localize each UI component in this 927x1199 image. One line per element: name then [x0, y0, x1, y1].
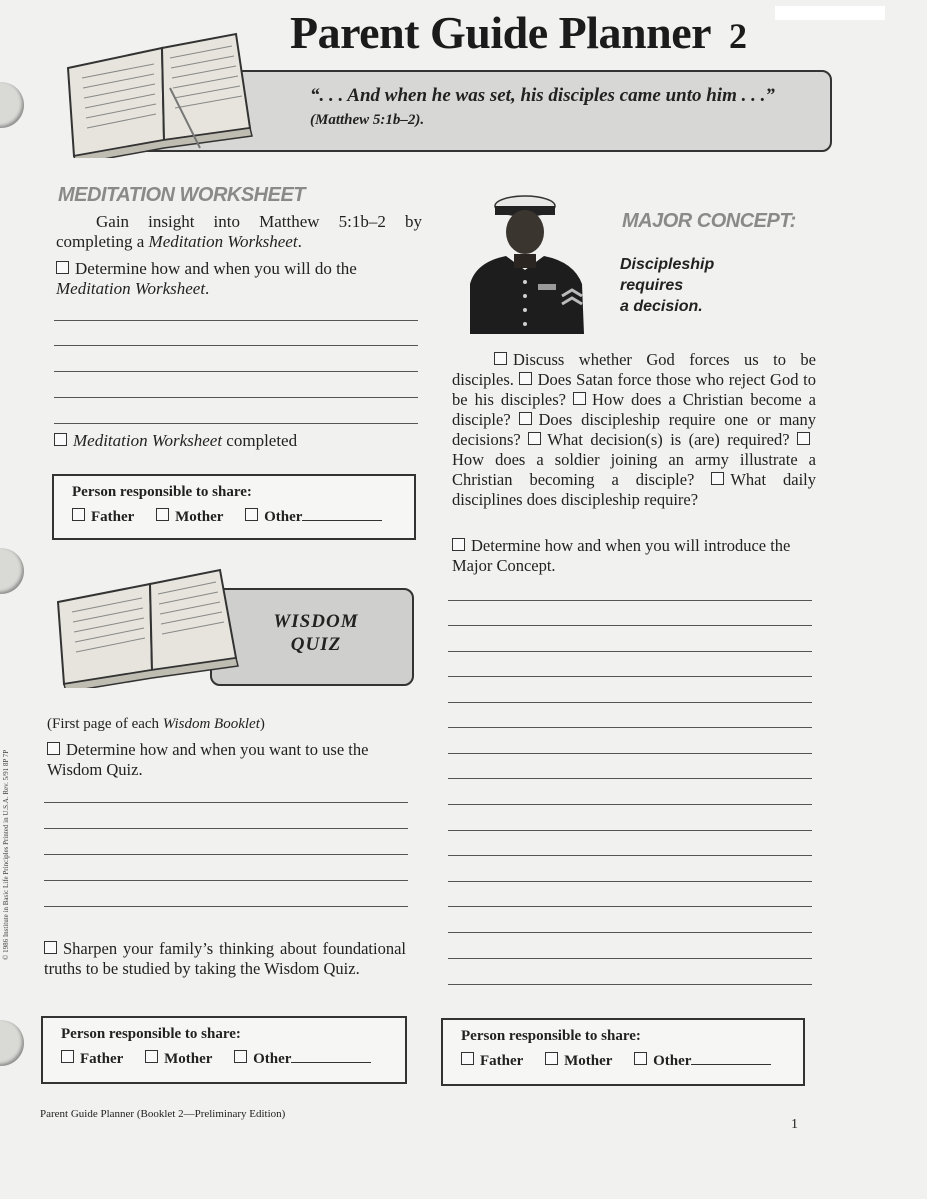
write-line[interactable] [44, 828, 408, 829]
write-line[interactable] [54, 371, 418, 372]
other-option[interactable]: Other [245, 509, 382, 525]
scripture-quote: “. . . And when he was set, his disciples came unto him . . .” (Matthew 5:1b–2). [310, 85, 775, 128]
mother-option[interactable]: Mother [156, 509, 223, 525]
write-line[interactable] [448, 753, 812, 754]
share-options [61, 1050, 389, 1068]
write-line[interactable] [54, 423, 418, 424]
father-option[interactable]: Father [72, 509, 134, 525]
write-line[interactable] [44, 906, 408, 907]
write-line[interactable] [54, 345, 418, 346]
wisdom-task-sharpen: Sharpen your family’s thinking about foundational truths to be studied by taking the Wisdom Quiz. [44, 939, 406, 978]
write-line[interactable] [44, 880, 408, 881]
mother-option[interactable]: Mother [145, 1051, 212, 1067]
punch-hole [0, 548, 24, 594]
write-line[interactable] [448, 830, 812, 831]
checkbox[interactable] [47, 742, 60, 755]
checkbox[interactable] [44, 941, 57, 954]
checkbox[interactable] [494, 352, 507, 365]
wisdom-note: (First page of each Wisdom Booklet) [47, 716, 265, 732]
father-option[interactable]: Father [461, 1053, 523, 1069]
write-line[interactable] [448, 881, 812, 882]
write-line[interactable] [448, 984, 812, 985]
checkbox[interactable] [452, 538, 465, 551]
meditation-intro: Gain insight into Matthew 5:1b–2 by completing a Meditation Worksheet. [56, 212, 422, 251]
share-label: Person responsible to share: [72, 484, 252, 500]
write-line[interactable] [448, 651, 812, 652]
other-option[interactable]: Other [234, 1051, 371, 1067]
share-box [41, 1016, 407, 1084]
share-options [72, 508, 400, 526]
write-line[interactable] [448, 804, 812, 805]
write-line[interactable] [448, 600, 812, 601]
write-line[interactable] [448, 906, 812, 907]
share-label: Person responsible to share: [461, 1028, 641, 1044]
write-line[interactable] [448, 855, 812, 856]
wisdom-quiz-title: WISDOM QUIZ [273, 611, 359, 655]
discussion-questions: Discuss whether God forces us to be disciples. Does Satan force those who reject God to be his disciples? How does a Christian become a disciple? Does discipleship require one or many decisions? What decision(s) is (are) required? How does a soldier joining an army illustrate a Christian becoming a disciple? What daily disciplines does discipleship require? [452, 350, 817, 509]
soldier-photo [470, 192, 584, 334]
share-box [441, 1018, 805, 1086]
write-line[interactable] [448, 778, 812, 779]
father-option[interactable]: Father [61, 1051, 123, 1067]
major-concept-text: Discipleship requires a decision. [620, 256, 715, 315]
introduce-concept-task: Determine how and when you will introduce the Major Concept. [452, 536, 791, 575]
punch-hole [0, 1020, 24, 1066]
share-options [461, 1052, 789, 1070]
write-line[interactable] [448, 676, 812, 677]
other-option[interactable]: Other [634, 1053, 771, 1069]
checkbox[interactable] [56, 261, 69, 274]
write-line[interactable] [54, 320, 418, 321]
page-number: 1 [791, 1117, 798, 1132]
checkbox[interactable] [711, 472, 724, 485]
mother-option[interactable]: Mother [545, 1053, 612, 1069]
checkbox[interactable] [573, 392, 586, 405]
open-bible-icon [50, 28, 260, 158]
write-line[interactable] [44, 802, 408, 803]
open-bible-icon [44, 564, 244, 688]
share-label: Person responsible to share: [61, 1026, 241, 1042]
meditation-task-completed: Meditation Worksheet completed [54, 431, 297, 451]
checkbox[interactable] [797, 432, 810, 445]
footer-text: Parent Guide Planner (Booklet 2—Preliminary Edition) [40, 1108, 286, 1120]
wisdom-task-schedule: Determine how and when you want to use the Wisdom Quiz. [47, 740, 369, 779]
write-line[interactable] [448, 625, 812, 626]
side-copyright: © 1986 Institute in Basic Life Principles Printed in U.S.A. Rev. 5/91 8P 7P [2, 749, 10, 960]
checkbox[interactable] [528, 432, 541, 445]
share-box [52, 474, 416, 540]
write-line[interactable] [448, 727, 812, 728]
page-title: Parent Guide Planner 2 [290, 7, 747, 58]
meditation-task-schedule: Determine how and when you will do the Meditation Worksheet. [56, 259, 357, 298]
write-line[interactable] [448, 932, 812, 933]
checkbox[interactable] [54, 433, 67, 446]
major-concept-heading: MAJOR CONCEPT: [622, 210, 796, 232]
punch-hole [0, 82, 24, 128]
write-line[interactable] [44, 854, 408, 855]
white-patch [775, 6, 885, 20]
write-line[interactable] [54, 397, 418, 398]
meditation-heading: MEDITATION WORKSHEET [58, 184, 306, 206]
write-line[interactable] [448, 702, 812, 703]
checkbox[interactable] [519, 412, 532, 425]
checkbox[interactable] [519, 372, 532, 385]
write-line[interactable] [448, 958, 812, 959]
